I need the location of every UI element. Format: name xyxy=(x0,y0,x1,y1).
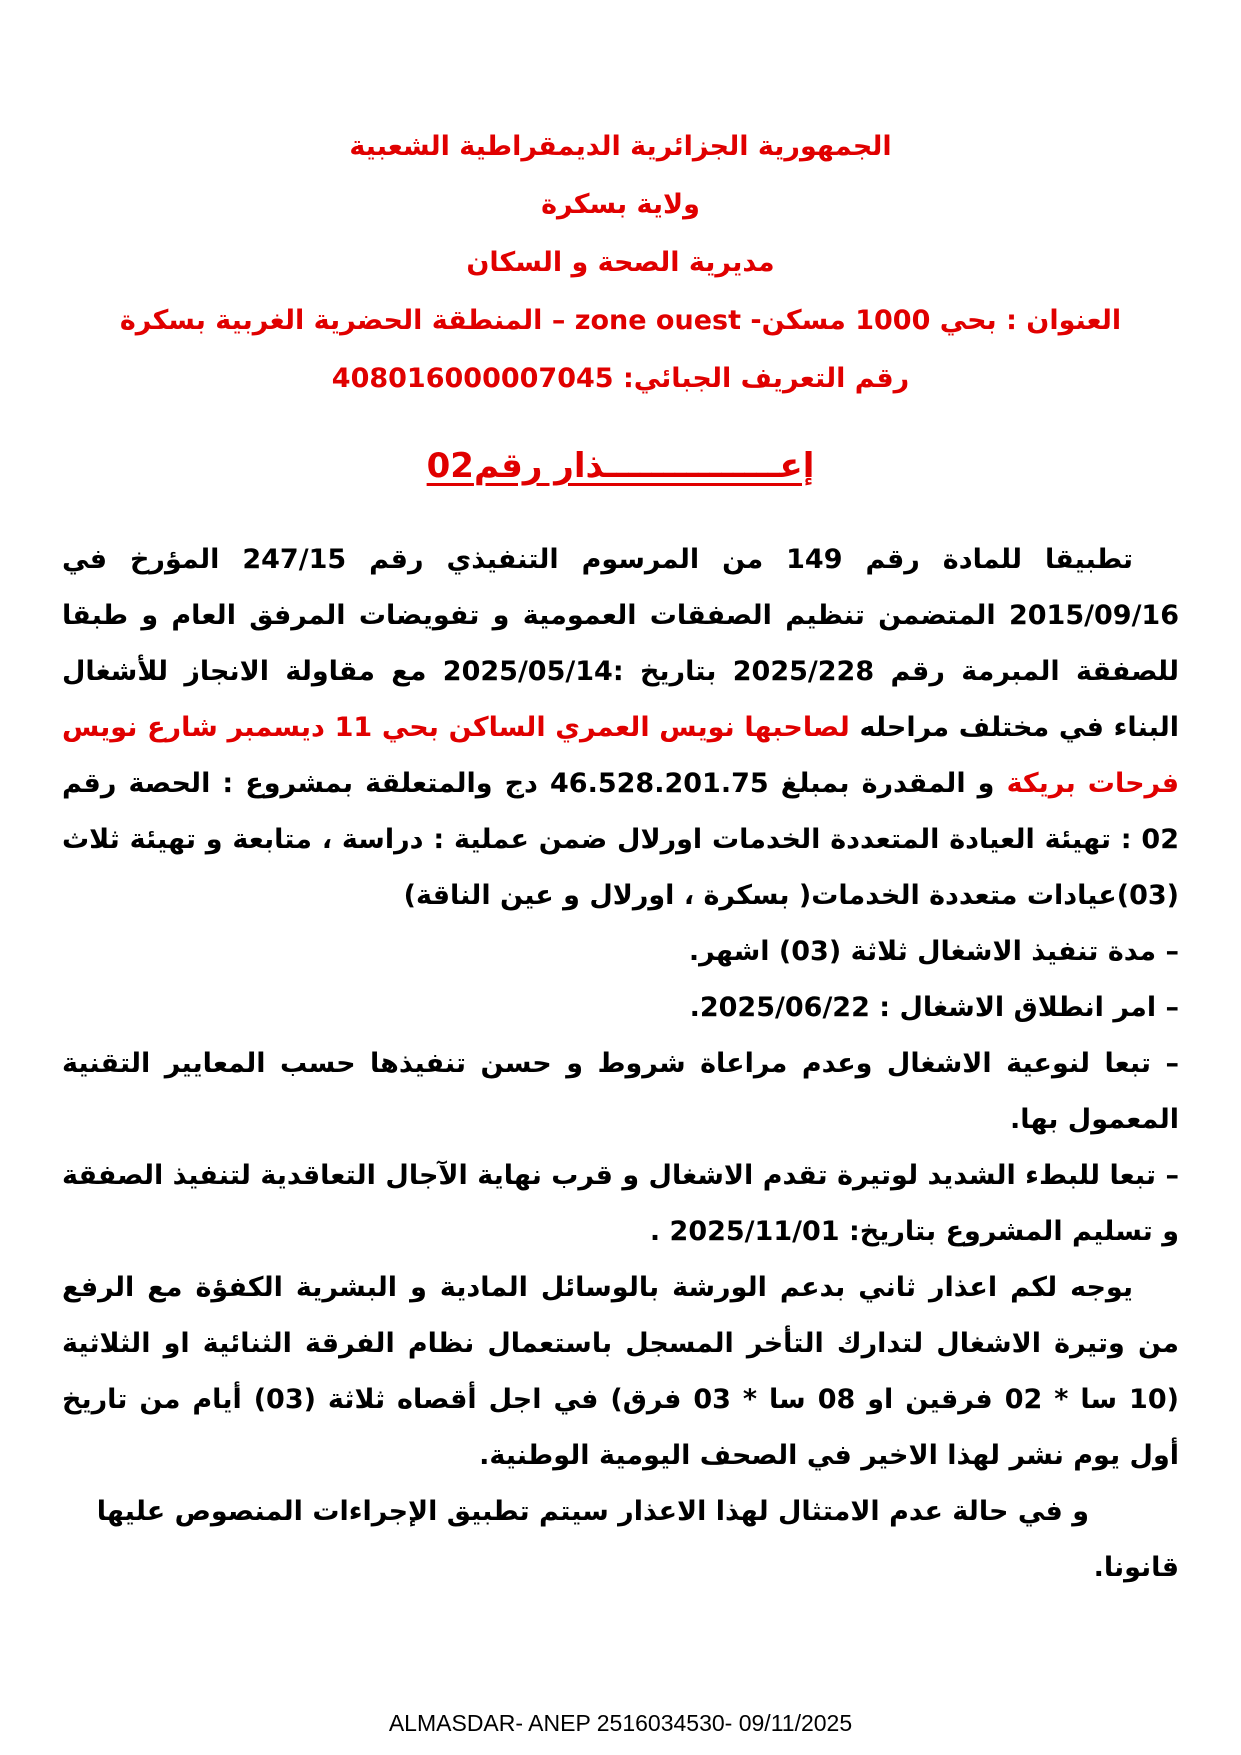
document-header xyxy=(62,118,1179,488)
paragraph-contract xyxy=(62,532,1179,924)
bullet-quality-conditions: – تبعا لنوعية الاشغال وعدم مراعاة شروط و حسن تنفيذها حسب المعايير التقنية المعمول بها. xyxy=(62,1048,1179,1135)
header-republic: الجمهورية الجزائرية الديمقراطية الشعبية xyxy=(349,131,892,162)
document-footer xyxy=(0,1710,1241,1737)
contract-intro-text: تطبيقا للمادة رقم 149 من المرسوم التنفيذي رقم 247/15 المؤرخ في 2015/09/16 المتضمن تنظيم الصفقات العمومية و تفويضات المرفق العام و طبقا للصفقة المبرمة رقم 2025/228 بتاريخ :2025/05/14 مع مقاولة الانجاز للأشغال البناء في مختلف مراحله xyxy=(62,544,1180,743)
contractor-name-text: لصاحبها نويس العمري الساكن بحي 11 ديسمبر شارع نويس فرحات بريكة xyxy=(62,712,1180,799)
document-body xyxy=(62,532,1179,1596)
paragraph-second-warning: يوجه لكم اعذار ثاني بدعم الورشة بالوسائل المادية و البشرية الكفؤة مع الرفع من وتيرة الاشغال لتدارك التأخر المسجل باستعمال نظام الفرقة الثنائية او الثلاثية (10 سا * 02 فرقين او 08 سا * 03 فرق) في اجل أقصاه ثلاثة (03) أيام من تاريخ أول يوم نشر لهذا الاخير في الصحف اليومية الوطنية. xyxy=(62,1272,1179,1471)
footer-anep-reference: ALMASDAR- ANEP 2516034530- 09/11/2025 xyxy=(388,1710,853,1736)
header-tax-id: رقم التعريف الجبائي: 408016000007045 xyxy=(331,363,910,394)
notice-title: إعـــــــــــــــذار رقم02 xyxy=(426,446,815,486)
header-directorate: مديرية الصحة و السكان xyxy=(466,247,775,278)
bullet-slow-progress: – تبعا للبطء الشديد لوتيرة تقدم الاشغال و قرب نهاية الآجال التعاقدية لتنفيذ الصفقة و تسليم المشروع بتاريخ: 2025/11/01 . xyxy=(62,1160,1179,1247)
bullet-start-order: – امر انطلاق الاشغال : 2025/06/22. xyxy=(689,992,1179,1023)
header-address: العنوان : بحي 1000 مسكن- zone ouest – المنطقة الحضرية الغربية بسكرة xyxy=(119,305,1122,336)
paragraph-legal-consequences: و في حالة عدم الامتثال لهذا الاعذار سيتم تطبيق الإجراءات المنصوص عليها قانونا. xyxy=(96,1496,1179,1583)
bullet-execution-duration: – مدة تنفيذ الاشغال ثلاثة (03) اشهر. xyxy=(688,936,1179,967)
header-wilaya: ولاية بسكرة xyxy=(541,189,700,220)
contract-details-text: و المقدرة بمبلغ 46.528.201.75 دج والمتعلقة بمشروع : الحصة رقم 02 : تهيئة العيادة المتعددة الخدمات اورلال ضمن عملية : دراسة ، متابعة و تهيئة ثلاث (03)عيادات متعددة الخدمات( بسكرة ، اورلال و عين الناقة) xyxy=(62,768,1179,911)
